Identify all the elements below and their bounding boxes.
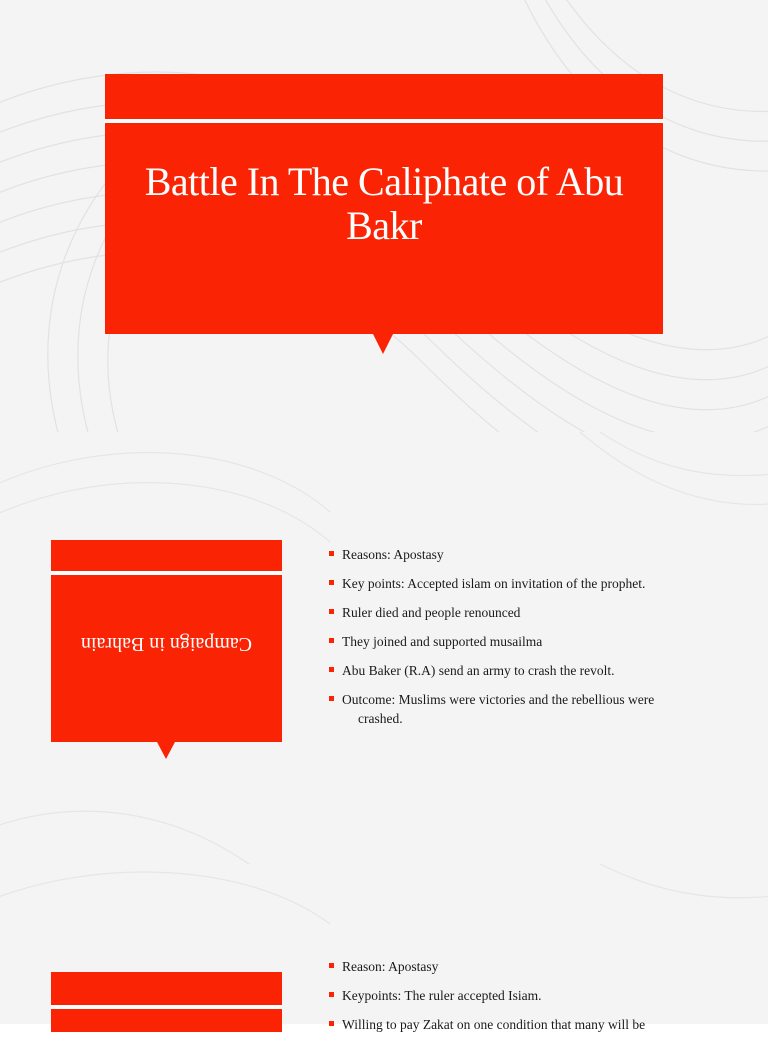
bullet-line: Outcome: Muslims were victories and the rebellious were [342, 692, 655, 707]
bullet-item: Key points: Accepted islam on invitation of the prophet. [328, 574, 748, 593]
bullet-item: They joined and supported musailma [328, 632, 748, 651]
bullet-item [328, 690, 748, 728]
section-title-box [51, 540, 282, 742]
section-box-stripe [51, 1005, 282, 1009]
slide-title-text: Battle In The Caliphate of Abu Bakr [144, 159, 624, 248]
section-box-stripe [51, 571, 282, 575]
title-box-stripe [105, 119, 663, 123]
slide-title [0, 0, 768, 432]
bullet-list [328, 545, 748, 728]
bullet-item: Keypoints: The ruler accepted Isiam. [328, 986, 748, 1005]
bullet-line-continuation: crashed. [358, 711, 403, 726]
slide-partial [0, 864, 768, 1032]
bullet-item: Abu Baker (R.A) send an army to crash the revolt. [328, 661, 748, 680]
section-box-pointer [157, 742, 175, 759]
bullet-item: Willing to pay Zakat on one condition that many will be [328, 1015, 748, 1034]
slide-campaign-bahrain [0, 432, 768, 864]
bullet-list [328, 957, 748, 1044]
title-box [105, 74, 663, 334]
bullet-item: Ruler died and people renounced [328, 603, 748, 622]
bullet-item: Reasons: Apostasy [328, 545, 748, 564]
section-title-box [51, 972, 282, 1032]
title-box-pointer [373, 334, 393, 354]
bullet-item: Reason: Apostasy [328, 957, 748, 976]
section-title-text: Campaign in Bahrain [80, 633, 253, 655]
